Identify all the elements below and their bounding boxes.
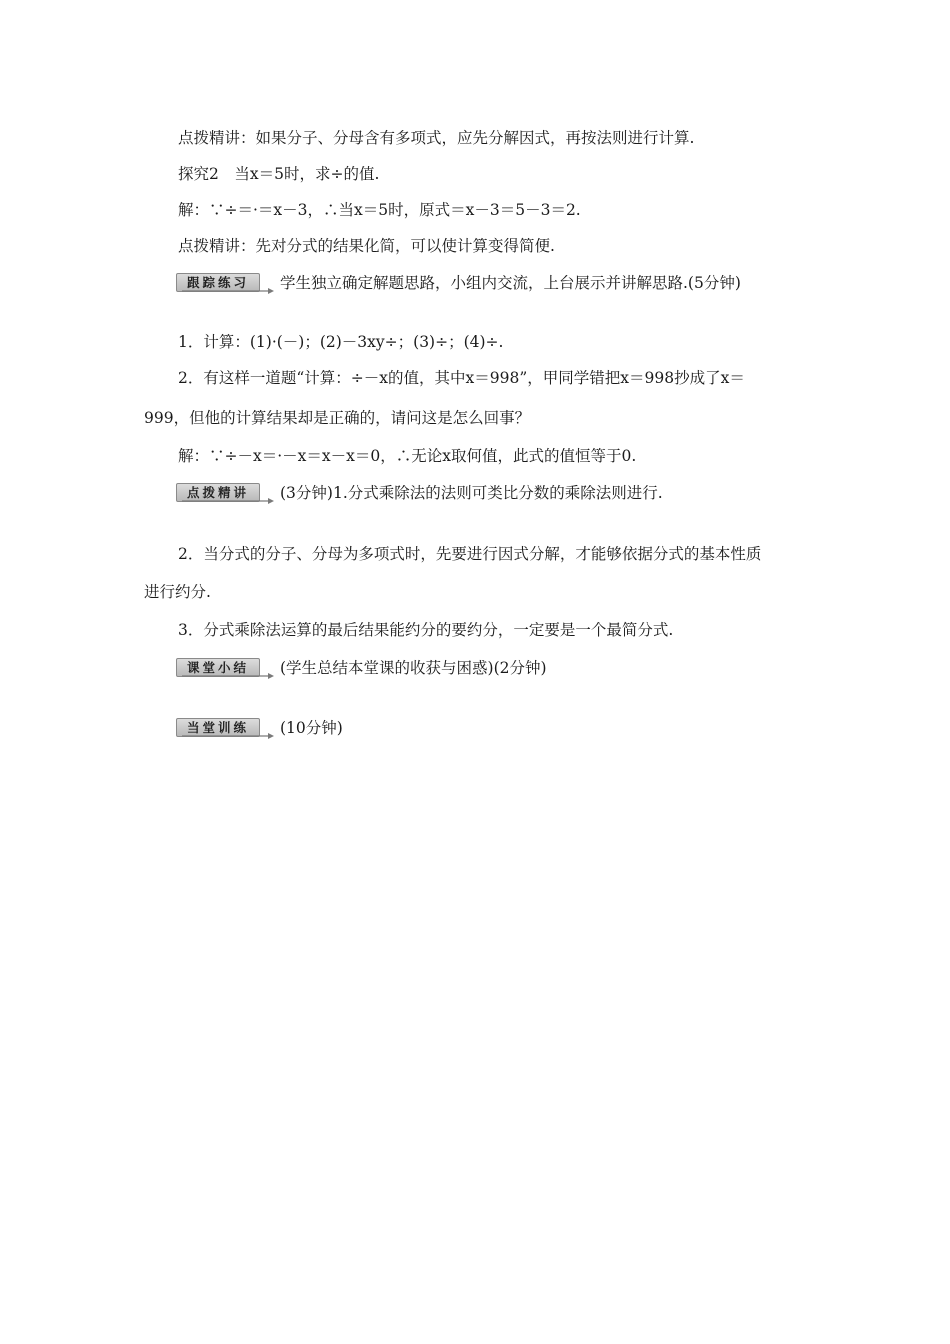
paragraph-solution-1: 解：∵÷＝·＝x－3，∴当x＝5时，原式＝x－3＝5－3＝2. xyxy=(178,201,581,219)
section-text: (3分钟)1.分式乘除法的法则可类比分数的乘除法则进行. xyxy=(280,484,663,502)
paragraph-guidance-note-1: 点拨精讲：如果分子、分母含有多项式，应先分解因式，再按法则进行计算. xyxy=(178,129,695,147)
section-text: (学生总结本堂课的收获与困惑)(2分钟) xyxy=(280,659,547,677)
section-tag-badge xyxy=(176,658,280,678)
section-tag-label: 当堂训练 xyxy=(176,718,260,737)
paragraph-point-2-line-2: 进行约分. xyxy=(144,583,211,601)
section-tag-label: 课堂小结 xyxy=(176,658,260,677)
section-guidance xyxy=(176,483,663,503)
section-tag-label: 点拨精讲 xyxy=(176,483,260,502)
paragraph-point-2-line-1: 2．当分式的分子、分母为多项式时，先要进行因式分解，才能够依据分式的基本性质 xyxy=(178,545,762,563)
arrow-icon xyxy=(182,673,274,679)
section-tag-badge xyxy=(176,483,280,503)
paragraph-exercise-1: 1．计算：(1)·(－)；(2)－3xy÷；(3)÷；(4)÷. xyxy=(178,333,504,351)
section-tag-badge xyxy=(176,273,280,293)
paragraph-guidance-note-2: 点拨精讲：先对分式的结果化简，可以使计算变得简便. xyxy=(178,237,555,255)
paragraph-exercise-2-line-1: 2．有这样一道题“计算：÷－x的值，其中x＝998”，甲同学错把x＝998抄成了x＝ xyxy=(178,369,745,387)
section-text: (10分钟) xyxy=(280,719,343,737)
section-tag-badge xyxy=(176,718,280,738)
section-tracking-practice xyxy=(176,273,741,293)
arrow-icon xyxy=(182,288,274,294)
section-in-class-practice xyxy=(176,718,343,738)
paragraph-point-3: 3．分式乘除法运算的最后结果能约分的要约分，一定要是一个最简分式. xyxy=(178,621,674,639)
paragraph-solution-2: 解：∵÷－x＝·－x＝x－x＝0，∴无论x取何值，此式的值恒等于0. xyxy=(178,447,637,465)
paragraph-exercise-2-line-2: 999，但他的计算结果却是正确的，请问这是怎么回事？ xyxy=(144,409,531,427)
arrow-icon xyxy=(182,498,274,504)
section-class-summary xyxy=(176,658,547,678)
section-text: 学生独立确定解题思路，小组内交流，上台展示并讲解思路.(5分钟) xyxy=(280,274,741,292)
paragraph-exploration-2: 探究2 当x＝5时，求÷的值. xyxy=(178,165,380,183)
arrow-icon xyxy=(182,733,274,739)
section-tag-label: 跟踪练习 xyxy=(176,273,260,292)
